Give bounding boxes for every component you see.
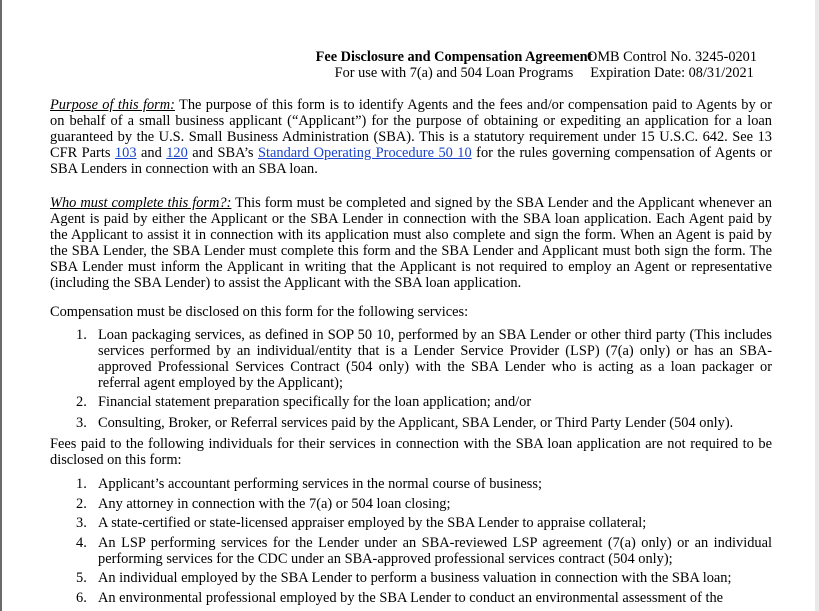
who-paragraph [50, 195, 772, 291]
purpose-text-b: and SBA’s [187, 145, 259, 161]
scrollbar-track[interactable] [815, 0, 819, 611]
list-item [50, 327, 772, 391]
list-item-text: Loan packaging services, as defined in SOP 50 10, performed by an SBA Lender or other third party (This includes services performed by an individual/entity that is a Lender Service Provider (LSP) (7(a) only) or has an SBA-approved Professional Services Contract (504 only) with the SBA Lender who is acting as a loan packager or referral agent employed by the Applicant); [98, 327, 772, 391]
list-item [50, 515, 772, 531]
list-item-text: Financial statement preparation specifically for the loan application; and/or [98, 394, 532, 410]
purpose-text-c: for the rules governing compensation of Agents or SBA Lenders in connection with an SBA loan. [50, 145, 772, 177]
list-number: 1. [76, 327, 87, 343]
document-page [50, 0, 772, 606]
purpose-text-a: The purpose of this form is to identify Agents and the fees and/or compensation paid to Agents by or on behalf of a small business applicant (“Applicant”) for the purpose of obtaining or expediting an application for a loan guaranteed by the U.S. Small Business Administration (SBA). This is a statutory requirement under 15 U.S.C. 642. See 13 CFR Parts [50, 97, 772, 161]
sop-link[interactable]: Standard Operating Procedure 50 10 [258, 145, 472, 161]
who-heading: Who must complete this form?: [50, 195, 232, 211]
list-number: 6. [76, 589, 87, 606]
purpose-heading: Purpose of this form: [50, 97, 175, 113]
list-item-text: Consulting, Broker, or Referral services paid by the Applicant, SBA Lender, or Third Party Lender (504 only). [98, 415, 734, 431]
exempt-list [50, 476, 772, 609]
form-title: Fee Disclosure and Compensation Agreement [315, 49, 593, 65]
expiration-date: Expiration Date: 08/31/2021 [590, 65, 754, 81]
services-list [50, 327, 772, 431]
form-header [50, 0, 772, 95]
list-number: 1. [76, 476, 87, 492]
list-number: 3. [76, 415, 87, 431]
list-number: 5. [76, 570, 87, 586]
omb-block [572, 49, 772, 81]
page-left-border [0, 0, 2, 611]
list-item-text: Applicant’s accountant performing services in the normal course of business; [98, 476, 542, 492]
list-item-text: A state-certified or state-licensed appraiser employed by the SBA Lender to appraise collateral; [98, 515, 647, 531]
purpose-text-and: and [136, 145, 167, 161]
list-item-text: An LSP performing services for the Lender under an SBA-reviewed LSP agreement (7(a) only) or an individual performing services for the CDC under an SBA-approved professional services contract (504 only); [98, 534, 772, 567]
cfr-120-link[interactable]: 120 [166, 145, 188, 161]
who-text: This form must be completed and signed by the SBA Lender and the Applicant whenever an Agent is paid by either the Applicant or the SBA Lender in connection with the SBA loan application. Each Agent paid by the Applicant to assist it in connection with its application must also complete and sign the form. When an Agent is paid by the SBA Lender, the SBA Lender must complete this form and the SBA Lender and Applicant must both sign the form. The SBA Lender must inform the Applicant in writing that the Applicant is not required to employ an Agent or representative (including the SBA Lender) to assist the Applicant with the SBA loan application. [50, 195, 772, 291]
title-block [50, 49, 593, 81]
list-item-text: An environmental professional employed by the SBA Lender to conduct an environmental assessment of the [98, 589, 724, 606]
list-item [50, 394, 772, 410]
list-item [50, 535, 772, 567]
list-item [50, 476, 772, 492]
list-item [50, 590, 772, 606]
fees-intro: Fees paid to the following individuals for their services in connection with the SBA loan application are not required to be disclosed on this form: [50, 436, 772, 468]
list-number: 2. [76, 394, 87, 410]
omb-control-number: OMB Control No. 3245-0201 [587, 49, 757, 65]
list-item [50, 415, 772, 431]
list-item-text: Any attorney in connection with the 7(a) or 504 loan closing; [98, 495, 451, 512]
list-number: 4. [76, 534, 87, 551]
purpose-paragraph [50, 97, 772, 177]
form-subtitle: For use with 7(a) and 504 Loan Programs [334, 65, 574, 81]
list-item-text: An individual employed by the SBA Lender to perform a business valuation in connection with the SBA loan; [98, 570, 732, 586]
list-number: 2. [76, 495, 87, 512]
list-item [50, 496, 772, 512]
list-item [50, 570, 772, 586]
compensation-intro: Compensation must be disclosed on this form for the following services: [50, 304, 469, 320]
list-number: 3. [76, 515, 87, 531]
cfr-103-link[interactable]: 103 [114, 145, 137, 161]
